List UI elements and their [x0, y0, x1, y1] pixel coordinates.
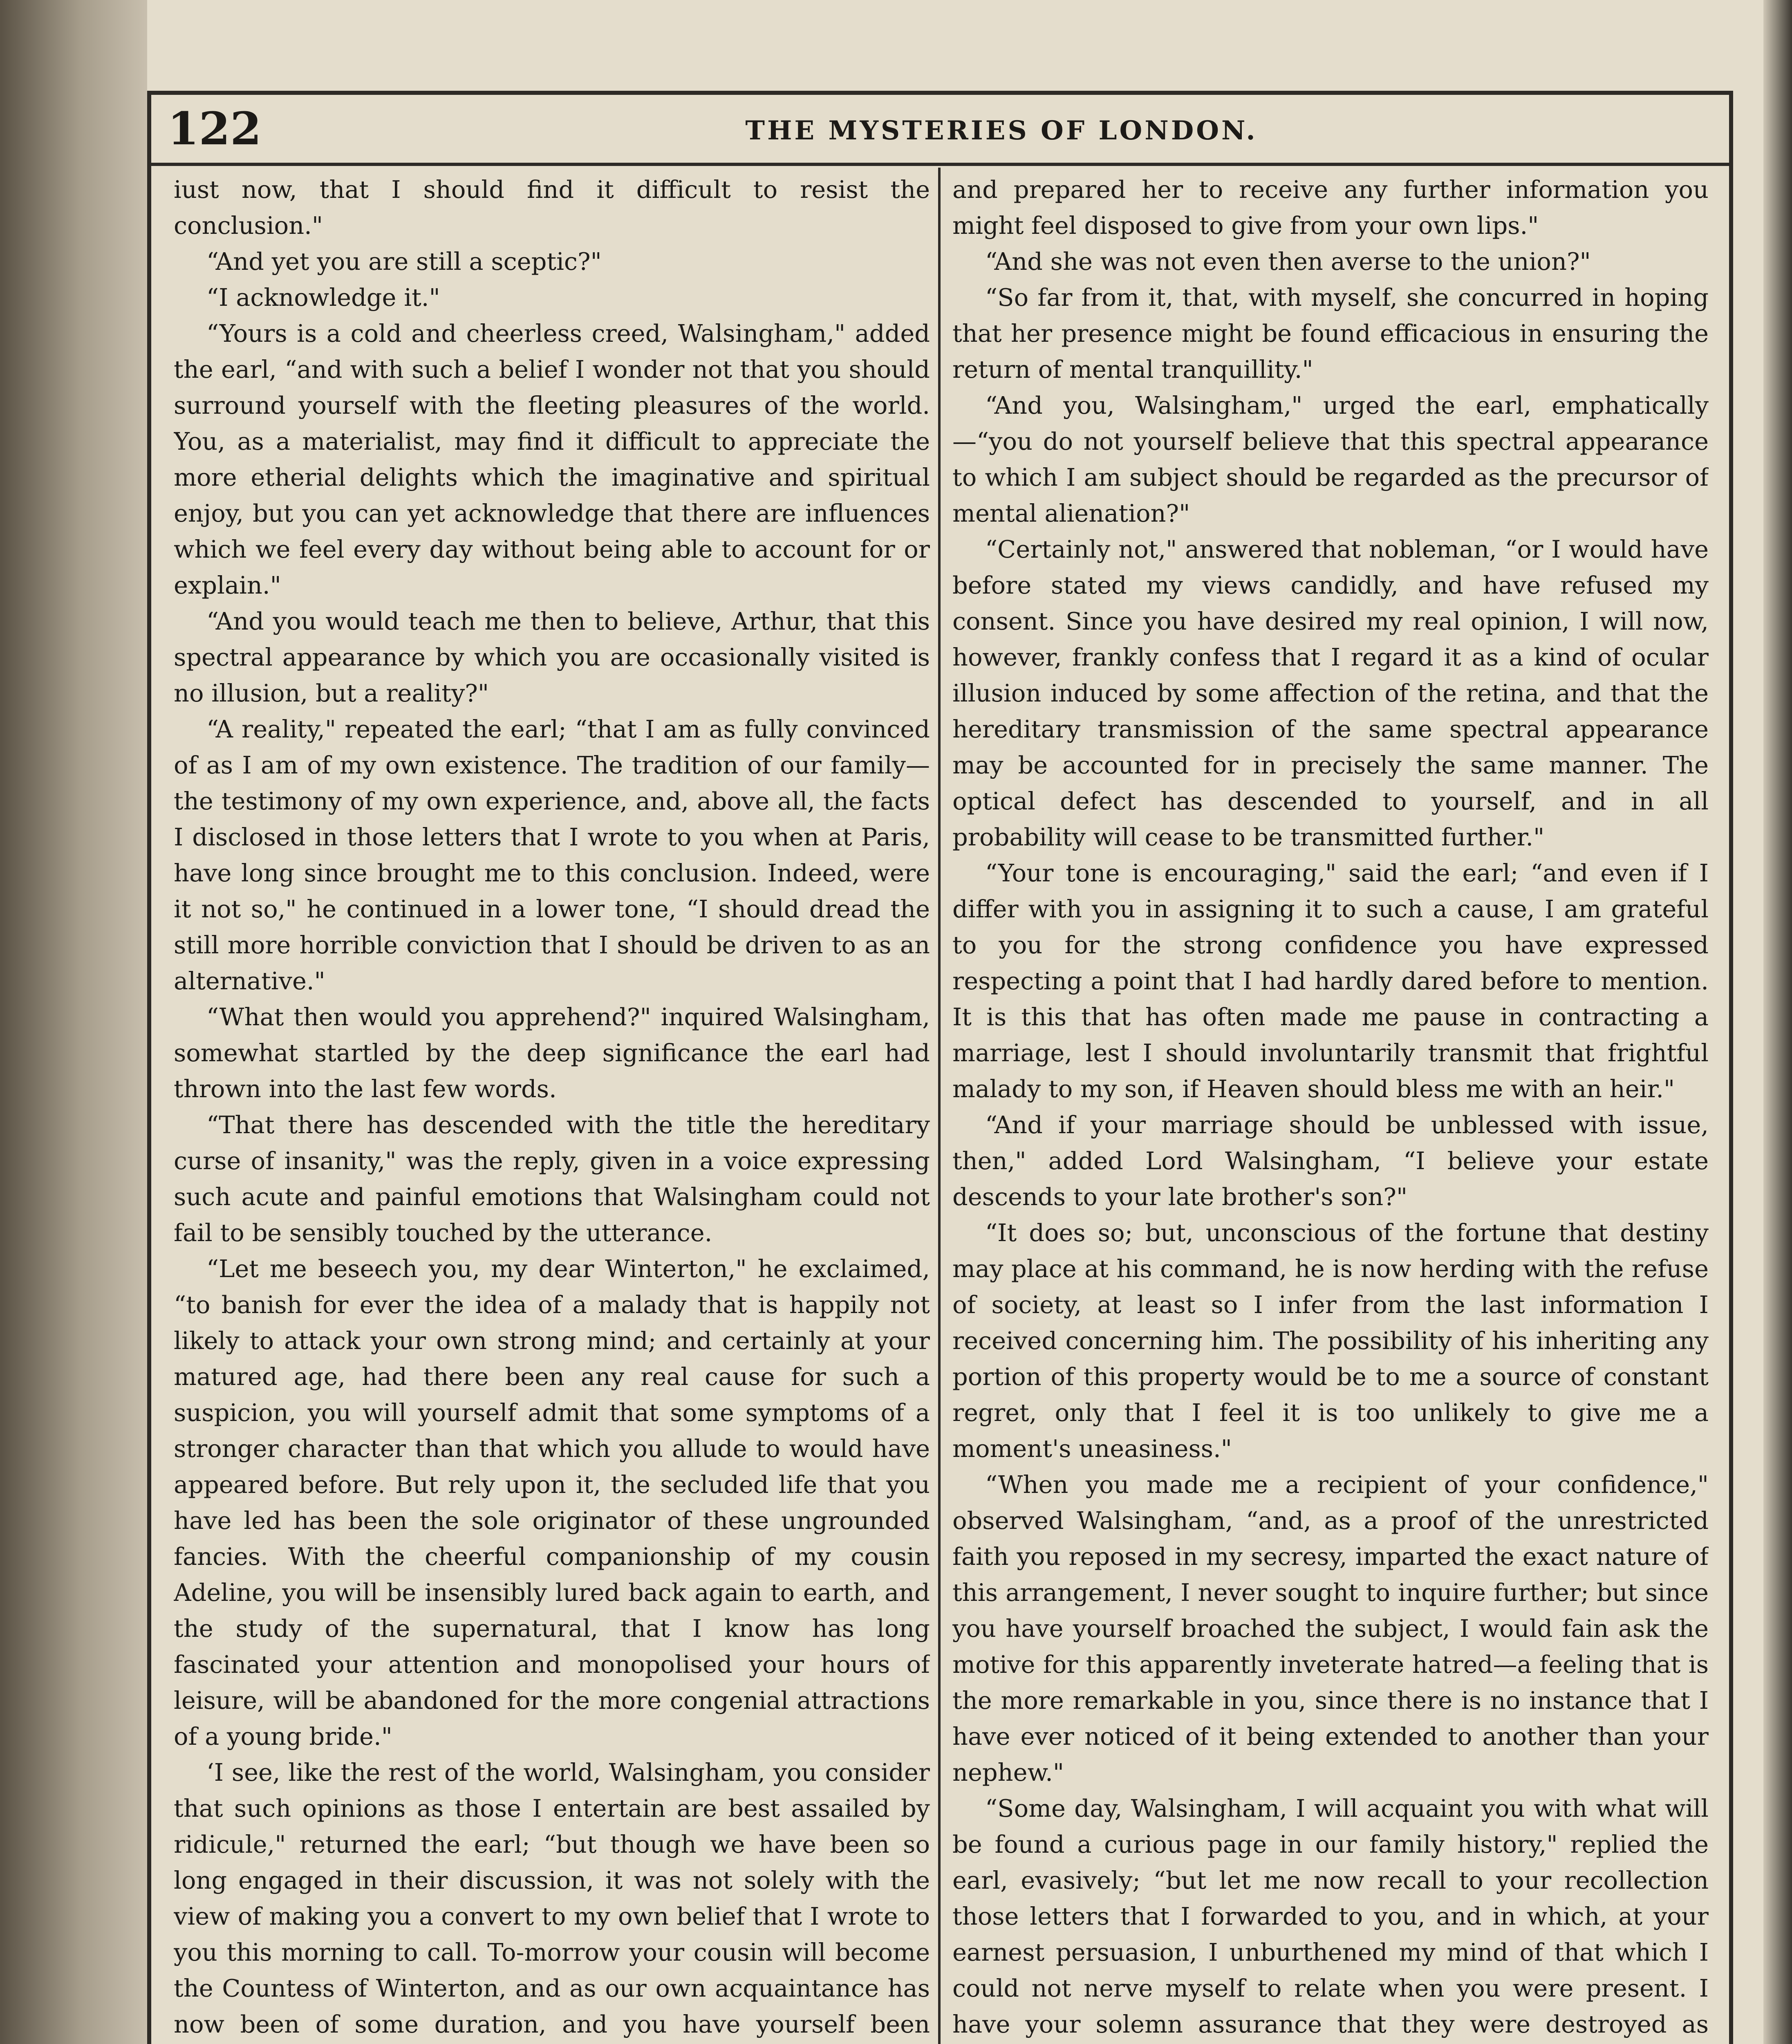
- paragraph: “Yours is a cold and cheerless creed, Walsingham," added the earl, “and with such a belief I wonder not that you should surround yourself with the fleeting pleasures of the world. You, as a materialist, may find it difficult to appreciate the more etherial delights which the imaginative and spiritual enjoy, but you can yet acknowledge that there are influences which we feel every day without being able to account for or explain.": [174, 319, 930, 599]
- paragraph: “A reality," repeated the earl; “that I am as fully convinced of as I am of my own existence. The tradition of our family—the testimony of my own experience, and, above all, the facts I disclosed in those letters that I wrote to you when at Paris, have long since brought me to this conclusion. Indeed, were it not so," he continued in a lower tone, “I should dread the still more horrible conviction that I should be driven to as an alternative.": [174, 715, 930, 995]
- paragraph: and prepared her to receive any further information you might feel disposed to give from your own lips.": [952, 175, 1709, 240]
- paragraph: “It does so; but, unconscious of the fortune that destiny may place at his command, he is now herding with the refuse of society, at least so I infer from the last information I received concerning him. The possibility of his inheriting any portion of this property would be to me a source of constant regret, only that I feel it is too unlikely to give me a moment's uneasiness.": [952, 1219, 1709, 1463]
- paragraph: “Your tone is encouraging," said the earl; “and even if I differ with you in assigning it to such a cause, I am grateful to you for the strong confidence you have expressed respecting a point that I had hardly dared before to mention. It is this that has often made me pause in contracting a marriage, lest I should involuntarily transmit that frightful malady to my son, if Heaven should bless me with an heir.": [952, 859, 1709, 1103]
- paragraph: “Some day, Walsingham, I will acquaint you with what will be found a curious page in our family history," replied the earl, evasively; “but let me now recall to your recollection those letters that I forwarded to you, and in which, at your earnest persuasion, I unburthened my mind of that which I could not nerve myself to relate when you were present. I have your solemn assurance that they were destroyed as: [952, 1794, 1709, 2038]
- paragraph: “That there has descended with the title the hereditary curse of insanity," was the reply, given in a voice expressing such acute and painful emotions that Walsingham could not fail to be sensibly touched by the utterance.: [174, 1111, 930, 1247]
- page-edge-shadow: [1763, 0, 1792, 2044]
- paragraph: “Certainly not," answered that nobleman, “or I would have before stated my views candidly, and have refused my consent. Since you have desired my real opinion, I will now, however, frankly confess that I regard it as a kind of ocular illusion induced by some affection of the retina, and that the hereditary transmission of the same spectral appearance may be accounted for in precisely the same manner. The optical defect has descended to yourself, and in all probability will cease to be transmitted further.": [952, 535, 1709, 851]
- paragraph: “So far from it, that, with myself, she concurred in hoping that her presence might be found efficacious in ensuring the return of mental tranquillity.": [952, 283, 1709, 383]
- paragraph: “What then would you apprehend?" inquired Walsingham, somewhat startled by the deep significance the earl had thrown into the last few words.: [174, 1003, 930, 1103]
- paragraph: “I acknowledge it.": [206, 283, 440, 312]
- paragraph: “When you made me a recipient of your confidence," observed Walsingham, “and, as a proof of the unrestricted faith you reposed in my secresy, imparted the exact nature of this arrangement, I never sought to inquire further; but since you have yourself broached the subject, I would fain ask the motive for this apparently inveterate hatred—a feeling that is the more remarkable in you, since there is no instance that I have ever noticed of it being extended to another than your nephew.": [952, 1470, 1709, 1786]
- paragraph: iust now, that I should find it difficult to resist the conclusion.": [174, 175, 930, 240]
- paragraph: “And yet you are still a sceptic?": [206, 247, 602, 276]
- paragraph: “And you, Walsingham," urged the earl, emphatically—“you do not yourself believe that this spectral appearance to which I am subject should be regarded as the precursor of mental alienation?": [952, 391, 1709, 527]
- paragraph: “And you would teach me then to believe, Arthur, that this spectral appearance by which you are occasionally visited is no illusion, but a reality?": [174, 607, 930, 707]
- left-column: [174, 172, 930, 2044]
- binding-shadow: [0, 0, 147, 2044]
- paragraph: “Let me beseech you, my dear Winterton," he exclaimed, “to banish for ever the idea of a malady that is happily not likely to attack your own strong mind; and certainly at your matured age, had there been any real cause for such a suspicion, you will yourself admit that some symptoms of a stronger character than that which you allude to would have appeared before. But rely upon it, the secluded life that you have led has been the sole originator of these ungrounded fancies. With the cheerful companionship of my cousin Adeline, you will be insensibly lured back again to earth, and the study of the supernatural, that I know has long fascinated your attention and monopolised your hours of leisure, will be abandoned for the more congenial attractions of a young bride.": [174, 1255, 930, 1750]
- right-column: [952, 172, 1709, 2044]
- paragraph: ‘I see, like the rest of the world, Walsingham, you consider that such opinions as those I entertain are best assailed by ridicule," returned the earl; “but though we have been so long engaged in their discussion, it was not solely with the view of making you a convert to my own belief that I wrote to you this morning to call. To-morrow your cousin will become the Countess of Winterton, and as our own acquaintance has now been of some duration, and you have yourself been: [174, 1758, 930, 2038]
- column-divider: [938, 168, 941, 2044]
- paragraph: “And if your marriage should be unblessed with issue, then," added Lord Walsingham, “I believe your estate descends to your late brother's son?": [952, 1111, 1709, 1211]
- paragraph: “And she was not even then averse to the union?": [985, 247, 1591, 276]
- running-title: THE MYSTERIES OF LONDON.: [745, 115, 1258, 146]
- page-number: 122: [168, 102, 262, 155]
- header-rule: [151, 163, 1729, 166]
